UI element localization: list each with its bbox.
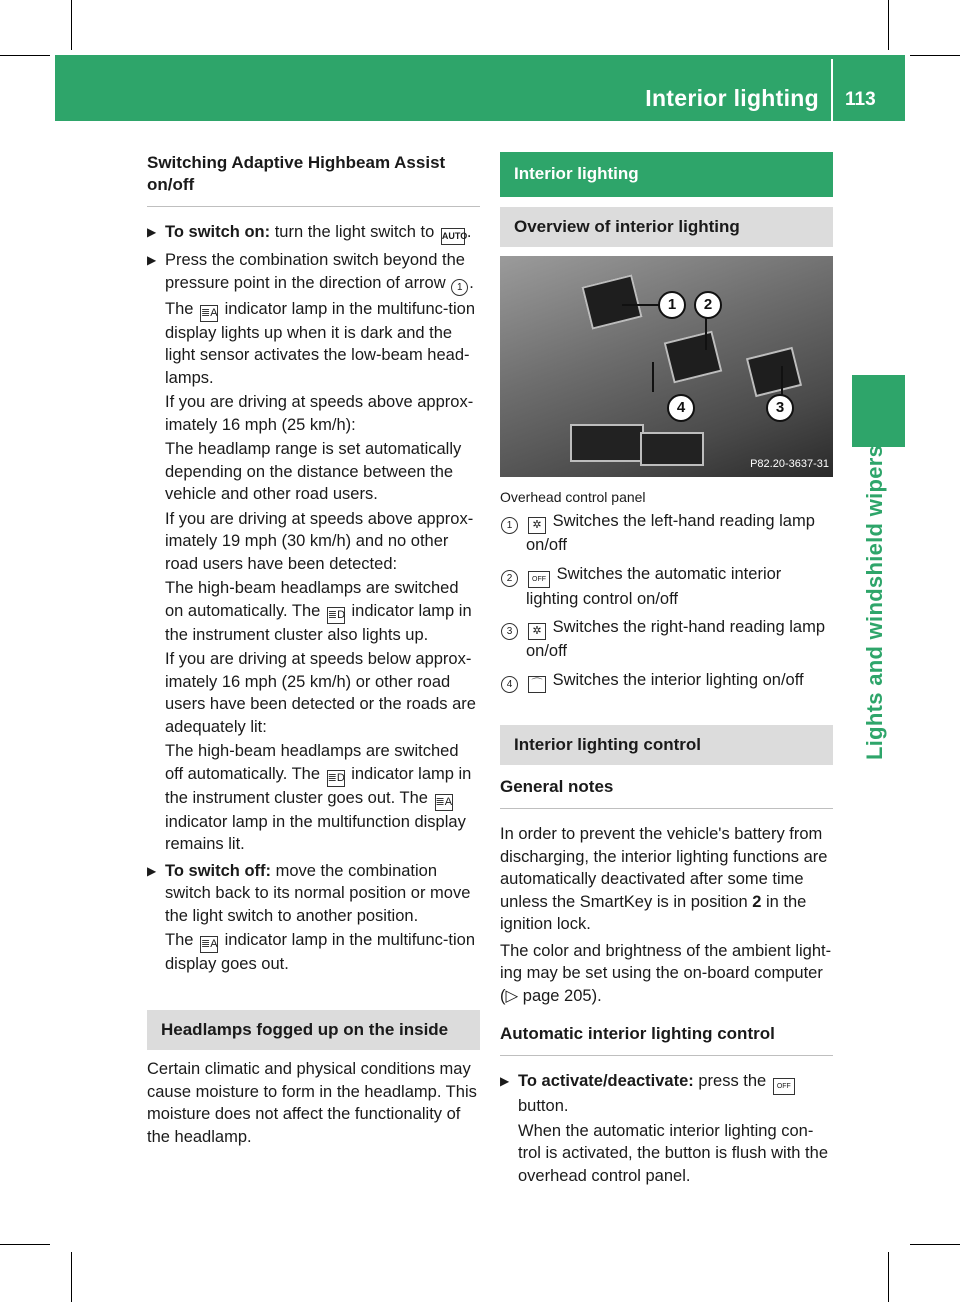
legend-item <box>500 669 833 693</box>
step-text: . <box>469 273 474 292</box>
legend-text: Switches the automatic interior lighting control on/off <box>526 564 782 608</box>
body-text-part: in the ignition lock. <box>500 892 807 933</box>
callout-badge: 4 <box>667 394 695 422</box>
section-heading: Headlamps fogged up on the inside <box>147 1010 480 1051</box>
right-column <box>500 152 833 1191</box>
step-text: indicator lamp in the multifunc-tion display goes out. <box>165 931 475 973</box>
adaptive-highbeam-icon: ≣A <box>435 794 453 811</box>
step-text: The <box>165 931 194 949</box>
legend-item <box>500 563 833 611</box>
page-number: 113 <box>845 89 876 110</box>
adaptive-highbeam-icon: ≣A <box>200 305 218 322</box>
crop-mark <box>910 55 960 56</box>
switch-block <box>570 424 644 462</box>
step-text: When the automatic interior lighting con-trol is activated, the button is flush with the overhead control panel. <box>518 1121 828 1185</box>
step-text: If you are driving at speeds above approx-imately 16 mph (25 km/h): <box>165 393 474 434</box>
adaptive-highbeam-icon: ≣A <box>200 936 218 953</box>
callout-badge: 3 <box>766 394 794 422</box>
figure-caption: Overhead control panel <box>500 489 646 505</box>
legend-item <box>500 616 833 663</box>
legend-number: 4 <box>501 676 518 693</box>
step-text: press the <box>698 1072 767 1090</box>
step-lead: To switch on: <box>165 223 271 241</box>
subsection-heading: Interior lighting control <box>500 725 833 766</box>
topic-heading: Automatic interior lighting control <box>500 1024 775 1043</box>
instruction-step <box>500 1070 833 1187</box>
step-text: If you are driving at speeds above approx-imately 19 mph (30 km/h) and no other road users have been detected: <box>165 509 474 573</box>
step-lead: To activate/deactivate: <box>518 1072 694 1090</box>
page-header <box>55 55 905 121</box>
interior-light-icon: ⌒ <box>528 676 546 693</box>
chapter-tab <box>852 375 905 447</box>
step-text: indicator lamp in the multifunc-tion display lights up when it is dark and the light sensor activates the low-beam head-lamps. <box>165 299 475 387</box>
subsection-heading: Overview of interior lighting <box>500 207 833 248</box>
interior-light-button <box>664 331 723 384</box>
body-text: Certain climatic and physical conditions may cause moisture to form in the headlamp. This moisture does not affect the functionality of the headlamp. <box>147 1060 477 1146</box>
step-arrow-icon: ▶ <box>147 253 157 267</box>
reading-lamp-icon: ✲ <box>528 623 546 640</box>
overhead-panel-photo <box>500 256 833 477</box>
section-heading: Switching Adaptive Highbeam Assist on/off <box>147 153 446 194</box>
high-beam-icon: ≣D <box>327 770 345 787</box>
switch-block <box>640 432 704 466</box>
crop-mark <box>0 1244 50 1245</box>
body-text-part: In order to prevent the vehicle's battery from discharging, the interior lighting functions are automatically deactivated after some time unless the SmartKey is in position <box>500 825 828 911</box>
step-text: button. <box>518 1097 569 1115</box>
divider <box>147 206 480 207</box>
high-beam-icon: ≣D <box>327 607 345 624</box>
step-text: If you are driving at speeds below approx-imately 16 mph (25 km/h) or other road users have been detected or the roads are adequately lit: <box>165 650 476 736</box>
chapter-title: Lights and windshield wipers <box>862 444 887 760</box>
callout-badge: 2 <box>694 291 722 319</box>
auto-symbol-icon: AUTO <box>441 228 465 245</box>
legend-number: 3 <box>501 623 518 640</box>
legend-number: 2 <box>501 570 518 587</box>
step-text: The high-beam headlamps are switched off automatically. The <box>165 742 459 783</box>
step-arrow-icon: ▶ <box>147 225 157 239</box>
callout-badge: 1 <box>658 291 686 319</box>
divider <box>500 1055 833 1056</box>
arrow-ref-badge: 1 <box>451 279 468 296</box>
crop-mark <box>0 55 50 56</box>
instruction-step <box>147 249 480 856</box>
left-column <box>147 152 480 1148</box>
legend-text: Switches the left-hand reading lamp on/off <box>526 512 815 554</box>
legend-text: Switches the interior lighting on/off <box>552 670 804 689</box>
step-text: turn the light switch to <box>274 223 435 241</box>
body-text <box>500 823 833 936</box>
legend <box>500 510 833 693</box>
crop-mark <box>888 1252 889 1302</box>
step-text: Press the combination switch beyond the pressure point in the direction of arrow <box>165 251 465 292</box>
crop-mark <box>888 0 889 50</box>
auto-interior-light-icon: OFF <box>773 1078 795 1095</box>
crop-mark <box>71 1252 72 1302</box>
step-lead: To switch off: <box>165 861 272 880</box>
instruction-step <box>147 860 480 976</box>
right-reading-lamp-button <box>746 347 802 397</box>
legend-item <box>500 510 833 557</box>
section-title: Interior lighting <box>500 152 833 197</box>
step-text: move the combination switch back to its normal position or move the light switch to another position. <box>165 861 471 925</box>
legend-text: Switches the right-hand reading lamp on/off <box>526 618 825 660</box>
step-text: indicator lamp in the multifunction display remains lit. <box>165 812 466 853</box>
callout-leader <box>705 316 707 350</box>
crop-mark <box>910 1244 960 1245</box>
step-text: The headlamp range is set automatically depending on the distance between the vehicle and other road users. <box>165 440 462 503</box>
header-title: Interior lighting <box>645 85 819 111</box>
step-text: indicator lamp in the instrument cluster goes out. The <box>165 764 472 807</box>
step-text: indicator lamp in the instrument cluster also lights up. <box>165 601 472 644</box>
step-arrow-icon: ▶ <box>500 1074 510 1088</box>
callout-leader <box>652 362 654 392</box>
instruction-step <box>147 221 480 245</box>
topic-heading: General notes <box>500 777 614 796</box>
reading-lamp-icon: ✲ <box>528 517 546 534</box>
step-text: The high-beam headlamps are switched on automatically. The <box>165 579 459 620</box>
header-divider <box>831 59 833 121</box>
step-arrow-icon: ▶ <box>147 863 157 878</box>
key-position: 2 <box>752 892 762 911</box>
step-text: . <box>466 223 472 241</box>
step-text: The <box>165 299 194 318</box>
body-text: The color and brightness of the ambient light-ing may be set using the on-board computer (▷ page 205). <box>500 941 832 1005</box>
divider <box>500 808 833 809</box>
left-reading-lamp-button <box>581 274 642 329</box>
photo-code: P82.20-3637-31 <box>750 457 829 470</box>
legend-number: 1 <box>501 517 518 534</box>
auto-interior-light-icon: OFF <box>528 571 550 588</box>
crop-mark <box>71 0 72 50</box>
